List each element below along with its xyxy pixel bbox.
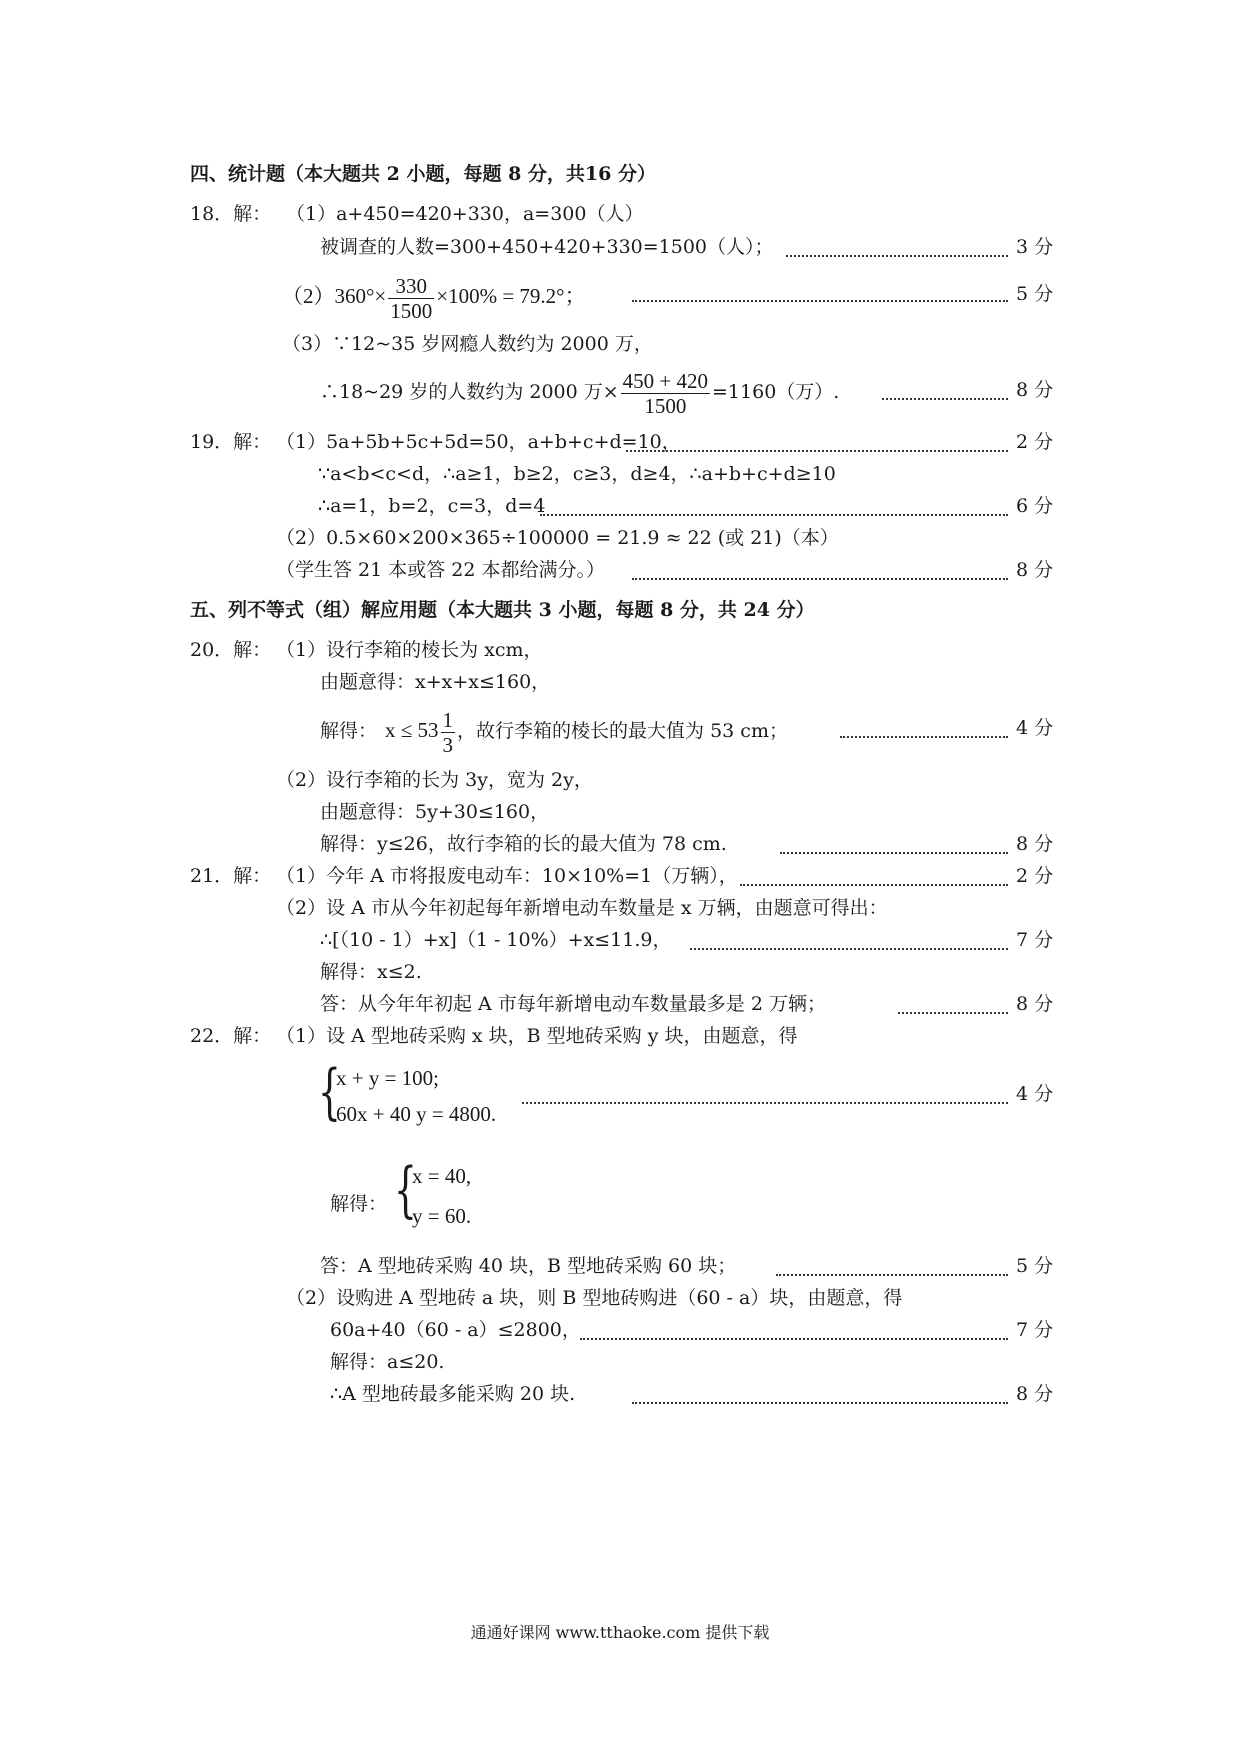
solution-x: x = 40, [412, 1164, 472, 1188]
q18-label: 18．解： [190, 203, 272, 225]
q20-part2-line2: 由题意得：5y+30≤160， [320, 801, 550, 823]
dot-leader [632, 300, 1008, 302]
dot-leader [632, 578, 1008, 580]
section5-title: 五、列不等式（组）解应用题（本大题共 3 小题，每题 8 分，共 24 分） [190, 599, 815, 621]
dot-leader [626, 450, 1008, 452]
q22-part2-points-b: 7 分 [1016, 1319, 1054, 1341]
q18-part2-suffix: ×100% = 79.2°； [436, 284, 586, 308]
q20-part1-points: 4 分 [1016, 717, 1054, 739]
q18-part3-line2 [320, 362, 839, 422]
dot-leader [882, 398, 1008, 400]
section4-title: 四、统计题（本大题共 2 小题，每题 8 分，共16 分） [190, 163, 656, 185]
q18-part3-prefix: ∴18~29 岁的人数约为 2000 万× [320, 381, 619, 403]
q18-part3-points: 8 分 [1016, 379, 1054, 401]
q21-part2-line2: ∴[（10 - 1）+x]（1 - 10%）+x≤11.9， [320, 929, 672, 951]
q18-part1-points: 3 分 [1016, 236, 1054, 258]
q18-part3-fraction [621, 369, 710, 418]
q21-part1: （1）今年 A 市将报废电动车：10×10%=1（万辆）， [276, 865, 738, 887]
dot-leader [786, 255, 1008, 257]
q19-label: 19．解： [190, 431, 272, 453]
q19-part1-points-a: 2 分 [1016, 431, 1054, 453]
dot-leader [840, 736, 1008, 738]
q18-part1-line2: 被调查的人数=300+450+420+330=1500（人）； [320, 236, 774, 258]
system-brace: { [318, 1057, 341, 1127]
q18-part3-suffix: =1160（万）. [712, 381, 840, 403]
dot-leader [776, 1274, 1008, 1276]
q21-part2-line4: 答：从今年年初起 A 市每年新增电动车数量最多是 2 万辆； [320, 993, 826, 1015]
q20-part1-numerator: 1 [442, 707, 454, 732]
q21-part2-points-b: 7 分 [1016, 929, 1054, 951]
q18-part3-denominator: 1500 [644, 393, 687, 418]
q22-part1-points: 5 分 [1016, 1255, 1054, 1277]
dot-leader [740, 884, 1008, 886]
q18-part1-line1: （1）a+450=420+330，a=300（人） [286, 203, 644, 225]
q22-part2-line3: 解得：a≤20. [330, 1351, 445, 1373]
q18-part2-denominator: 1500 [390, 298, 433, 323]
dot-leader [898, 1012, 1008, 1014]
q20-part2-points: 8 分 [1016, 833, 1054, 855]
q20-part1-line3 [320, 700, 788, 760]
q19-part1-line3: ∴a=1，b=2，c=3，d=4 [318, 495, 546, 517]
q22-system-points: 4 分 [1016, 1083, 1054, 1105]
dot-leader [522, 1102, 1008, 1104]
q18-part2-points: 5 分 [1016, 283, 1054, 305]
q20-part1-line1: （1）设行李箱的棱长为 xcm， [276, 639, 543, 661]
q22-part2-points-d: 8 分 [1016, 1383, 1054, 1405]
q22-solve-label: 解得： [330, 1193, 388, 1215]
q20-part2-line1: （2）设行李箱的长为 3y，宽为 2y， [276, 769, 593, 791]
q18-part2-numerator: 330 [388, 274, 434, 299]
q20-part1-fraction [441, 708, 456, 757]
q20-part2-line3: 解得：y≤26，故行李箱的长的最大值为 78 cm. [320, 833, 727, 855]
q19-part1-line1: （1）5a+5b+5c+5d=50，a+b+c+d=10， [276, 431, 681, 453]
q18-part2-prefix: （2）360°× [282, 284, 387, 308]
system-equation-2: 60x + 40 y = 4800. [336, 1102, 497, 1126]
q22-part2-line4: ∴A 型地砖最多能采购 20 块. [330, 1383, 576, 1405]
q18-part3-line1: （3）∵12~35 岁网瘾人数约为 2000 万， [282, 333, 653, 355]
q20-part1-conclusion: ，故行李箱的棱长的最大值为 53 cm； [457, 720, 788, 742]
q18-part2-fraction [388, 274, 434, 323]
q21-label: 21．解： [190, 865, 272, 887]
dot-leader [632, 1402, 1008, 1404]
q19-part2-line1: （2）0.5×60×200×365÷100000 = 21.9 ≈ 22 (或 21)（本） [276, 527, 839, 549]
dot-leader [580, 1338, 1008, 1340]
q21-part2-line3: 解得：x≤2. [320, 961, 422, 983]
q22-part1-line1: （1）设 A 型地砖采购 x 块，B 型地砖采购 y 块，由题意，得 [276, 1025, 798, 1047]
q21-part1-points: 2 分 [1016, 865, 1054, 887]
q20-part1-inequality: x ≤ 53 [385, 718, 439, 742]
solution-brace: { [394, 1155, 417, 1225]
q21-part2-line1: （2）设 A 市从今年初起每年新增电动车数量是 x 万辆，由题意可得出： [276, 897, 888, 919]
system-equation-1: x + y = 100; [336, 1066, 440, 1090]
q22-part2-line2: 60a+40（60 - a）≤2800， [330, 1319, 581, 1341]
q20-part1-solve-label: 解得： [320, 720, 378, 742]
dot-leader [690, 948, 1008, 950]
q18-part3-numerator: 450 + 420 [622, 368, 709, 393]
q19-part1-points-c: 6 分 [1016, 495, 1054, 517]
q22-part2-line1: （2）设购进 A 型地砖 a 块，则 B 型地砖购进（60 - a）块，由题意，得 [286, 1287, 903, 1309]
q22-part1-answer: 答：A 型地砖采购 40 块，B 型地砖采购 60 块； [320, 1255, 737, 1277]
q18-part2 [282, 266, 586, 326]
solution-y: y = 60. [412, 1204, 472, 1228]
dot-leader [540, 514, 1008, 516]
footer-source: 通通好课网 www.tthaoke.com 提供下载 [470, 1623, 770, 1642]
q22-label: 22．解： [190, 1025, 272, 1047]
q20-part1-denominator: 3 [442, 732, 454, 757]
dot-leader [780, 852, 1008, 854]
q19-part1-line2: ∵a<b<c<d，∴a≥1，b≥2，c≥3，d≥4，∴a+b+c+d≥10 [318, 463, 836, 485]
q19-part2-line2: （学生答 21 本或答 22 本都给满分。） [276, 559, 606, 581]
q21-part2-points-d: 8 分 [1016, 993, 1054, 1015]
q20-part1-line2: 由题意得：x+x+x≤160， [320, 671, 551, 693]
q20-label: 20．解： [190, 639, 272, 661]
q19-part2-points: 8 分 [1016, 559, 1054, 581]
